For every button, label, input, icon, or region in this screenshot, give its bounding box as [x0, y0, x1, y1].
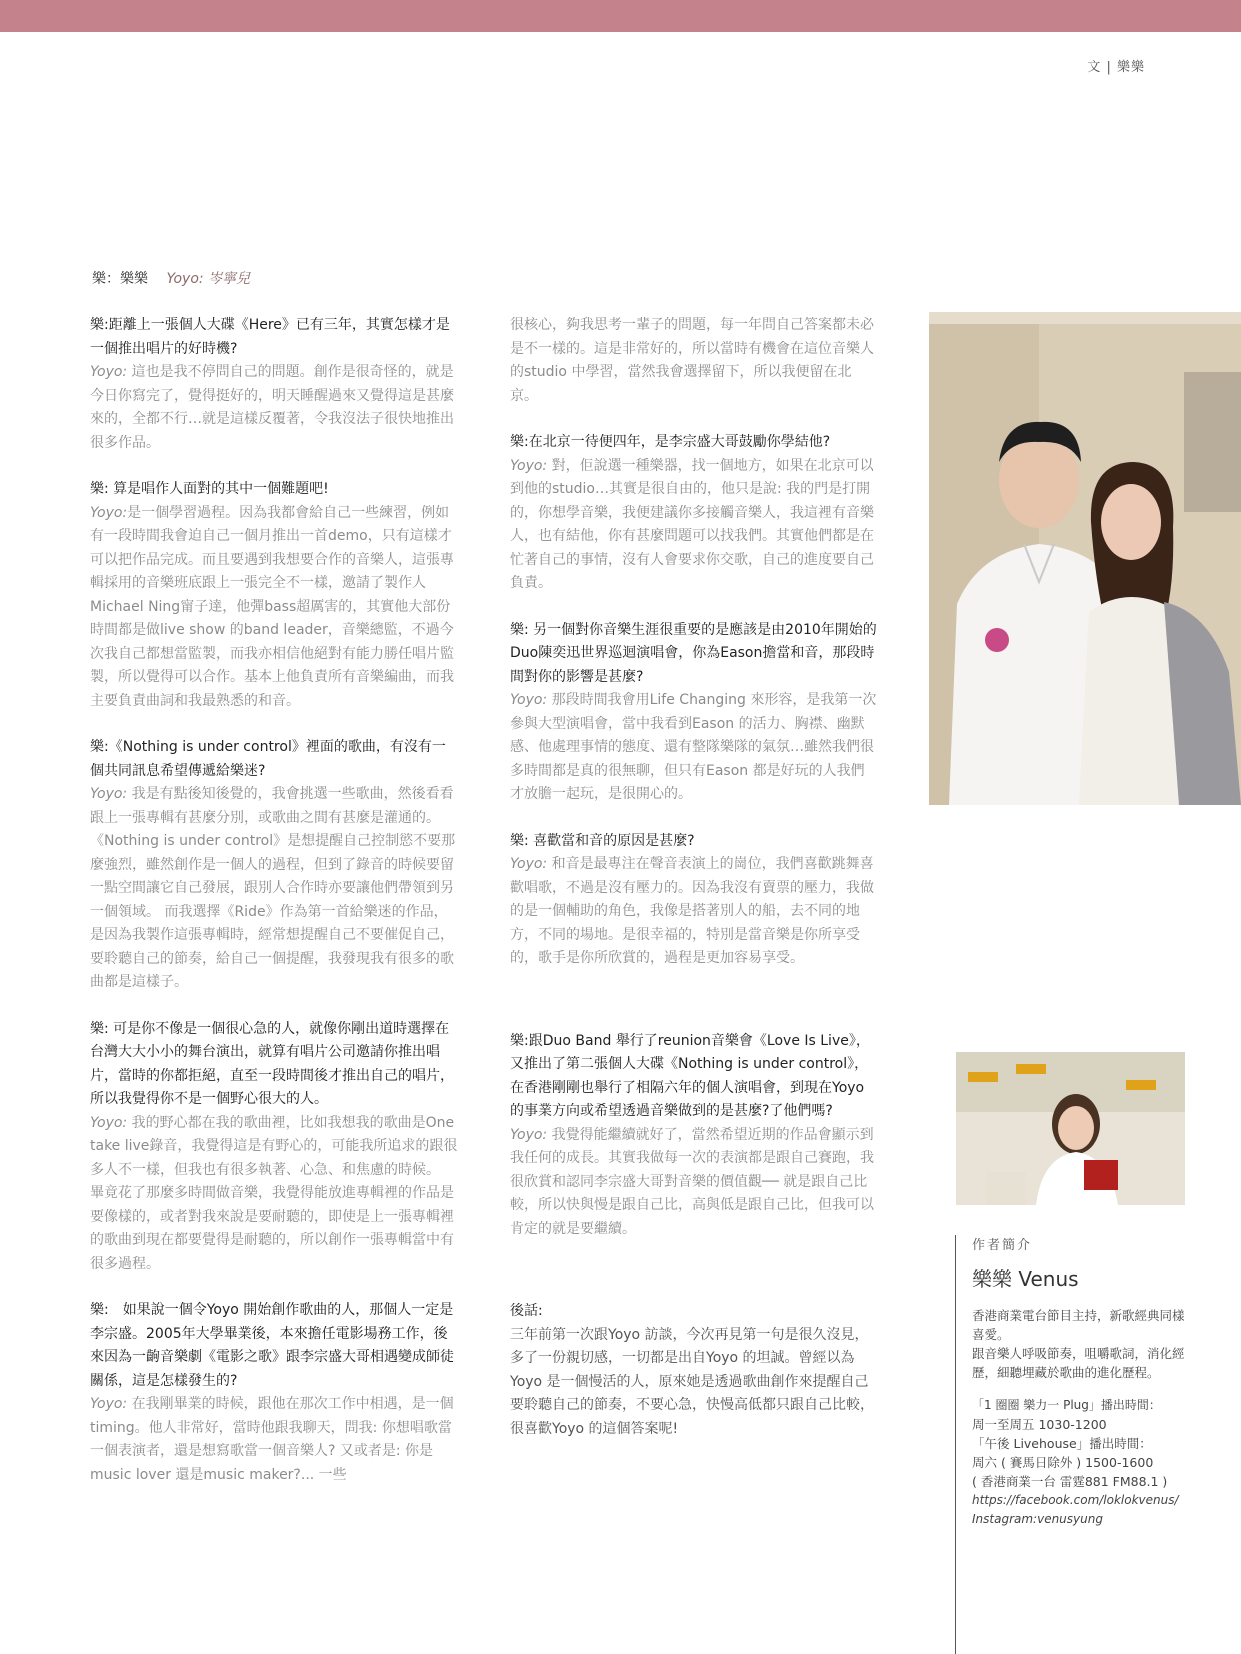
qa-block [510, 830, 878, 971]
qa-block [90, 1299, 458, 1487]
schedule-2-time: 周六 ( 賽馬日除外 ) 1500-1600 [972, 1455, 1154, 1470]
answer-label: Yoyo: [510, 1126, 548, 1143]
qa-block [90, 478, 458, 713]
author-heading: 作者簡介 [972, 1238, 1033, 1253]
speaker-legend [92, 268, 250, 288]
answer-label: Yoyo: [90, 504, 128, 521]
answer [510, 853, 878, 971]
schedule-1-time: 周一至周五 1030-1200 [972, 1417, 1107, 1432]
qa-block [90, 1018, 458, 1277]
facebook-link[interactable]: https://facebook.com/loklokvenus/ [972, 1493, 1179, 1507]
qa-block [90, 314, 458, 455]
answer [510, 455, 878, 596]
answer-text: 這也是我不停問自己的問題。創作是很奇怪的，就是今日你寫完了，覺得挺好的，明天睡醒過來又覺得這是甚麼來的，全都不行…就是這樣反覆著，令我沒法子很快地推出很多作品。 [90, 364, 454, 451]
answer [90, 783, 458, 995]
answer [90, 502, 458, 714]
answer-text: 和音是最專注在聲音表演上的崗位，我們喜歡跳舞喜歡唱歌，不過是沒有壓力的。因為我沒有賣票的壓力，我做的是一個輔助的角色，我像是搭著別人的船，去不同的地方，不同的場地。是很幸福的，特別是當音樂是你所享受的，歌手是你所欣賞的，過程是更加容易享受。 [510, 856, 874, 966]
instagram-link[interactable]: Instagram:venusyung [972, 1512, 1103, 1526]
afterword-text: 三年前第一次跟Yoyo 訪談，今次再見第一句是很久沒見，多了一份親切感，一切都是出自Yoyo 的坦誠。曾經以為Yoyo 是一個慢活的人，原來她是透過歌曲創作來提醒自己要聆聽自己的節奏，不要心急，快慢高低都只跟自己比較，很喜歡Yoyo 的這個答案呢! [510, 1326, 874, 1437]
answer [510, 1124, 878, 1242]
question: 樂:距離上一張個人大碟《Here》已有三年，其實怎樣才是一個推出唱片的好時機? [90, 317, 450, 357]
answer-label: Yoyo: [90, 1396, 128, 1412]
qa-block [510, 1030, 878, 1242]
answer-text: 我的野心都在我的歌曲裡，比如我想我的歌曲是One take live錄音，我覺得這是有野心的，可能我所追求的跟很多人不一樣，但我也有很多執著、心急、和焦慮的時候。 畢竟花了那麼多時間做音樂，我覺得能放進專輯裡的作品是要像樣的，或者對我來說是要耐聽的，即使是上一張專輯裡的歌曲到現在都要覺得是耐聽的，所以創作一張專輯當中有很多過程。 [90, 1114, 458, 1272]
answer-label: Yoyo: [90, 364, 128, 380]
interview-column-1 [90, 314, 458, 1510]
question: 樂: 喜歡當和音的原因是甚麼? [510, 832, 695, 849]
answer-text: 很核心，夠我思考一輩子的問題，每一年問自己答案都未必是不一樣的。這是非常好的，所以當時有機會在這位音樂人的studio 中學習，當然我會選擇留下，所以我便留在北京。 [510, 317, 874, 404]
guest-label: Yoyo: 岑寧兒 [166, 271, 251, 287]
answer [90, 1393, 458, 1487]
author-divider [955, 1235, 956, 1654]
answer [90, 361, 458, 455]
question: 樂: 如果說一個令Yoyo 開始創作歌曲的人，那個人一定是李宗盛。2005年大學畢業後，本來擔任電影場務工作，後來因為一齣音樂劇《電影之歌》跟李宗盛大哥相遇變成師徒關係，這是怎樣發生的? [90, 1302, 454, 1389]
author-bio [972, 1234, 1194, 1529]
answer [90, 1112, 458, 1277]
question: 樂:跟Duo Band 舉行了reunion音樂會《Love Is Live》，又推出了第二張個人大碟《Nothing is under control》，在香港剛剛也舉行了相隔六年的個人演唱會，到現在Yoyo 的事業方向或希望透過音樂做到的是甚麼?了他們嗎? [510, 1032, 870, 1119]
answer-text: 對，佢說選一種樂器，找一個地方，如果在北京可以到他的studio…其實是很自由的，他只是說: 我的門是打開的，你想學音樂，我便建議你多接觸音樂人，我這裡有音樂人，也有結他，你有甚麼問題可以找我們。其實他們都是在忙著自己的事情，沒有人會要求你交歌，自己的進度要自己負責。 [510, 457, 874, 591]
answer-label: Yoyo: [90, 786, 128, 802]
author-name: 樂樂 Venus [972, 1267, 1079, 1291]
interview-column-2 [510, 314, 878, 1441]
answer [510, 689, 878, 807]
question: 樂: 可是你不像是一個很心急的人，就像你剛出道時選擇在台灣大大小小的舞台演出，就算有唱片公司邀請你推出唱片，當時的你都拒絕，直至一段時間後才推出自己的唱片，所以我覺得你不是一個野心很大的人。 [90, 1020, 454, 1107]
byline: 文 | 樂樂 [1087, 60, 1145, 75]
answer-text: 在我剛畢業的時候，跟他在那次工作中相遇，是一個timing。他人非常好，當時他跟我聊天，問我: 你想唱歌當一個表演者，還是想寫歌當一個音樂人? 又或者是: 你是music lover 還是music maker?... 一些 [90, 1396, 454, 1483]
qa-block [510, 431, 878, 596]
author-desc-1: 香港商業電台節目主持，新歌經典同樣喜愛。 [972, 1308, 1185, 1342]
qa-block [510, 314, 878, 408]
top-color-bar [0, 0, 1241, 32]
answer-text: 是一個學習過程。因為我都會給自己一些練習，例如有一段時間我會迫自己一個月推出一首demo，只有這樣才可以把作品完成。而且要遇到我想要合作的音樂人，這張專輯採用的音樂班底跟上一張完全不一樣，邀請了製作人Michael Ning甯子達，他彈bass超厲害的，其實他大部份時間都是做live show 的band leader，音樂總監，不過今次我自己都想當監製，而我亦相信他絕對有能力勝任唱片監製，所以覺得可以合作。基本上他負責所有音樂編曲，而我主要負責曲詞和我最熟悉的和音。 [90, 504, 454, 709]
station-info: ( 香港商業一台 雷霆881 FM88.1 ) [972, 1474, 1168, 1489]
schedule-1-title: 「1 圈圈 樂力一 Plug」播出時間： [972, 1398, 1161, 1412]
answer [510, 314, 878, 408]
schedule-2-title: 「午後 Livehouse」播出時間： [972, 1436, 1152, 1451]
author-photo-illustration [956, 1052, 1185, 1205]
afterword-heading: 後話: [510, 1303, 543, 1319]
author-photo [956, 1052, 1185, 1205]
afterword [510, 1300, 878, 1441]
answer-label: Yoyo: [510, 856, 548, 872]
qa-block [90, 736, 458, 995]
answer-text: 我覺得能繼續就好了，當然希望近期的作品會顯示到我任何的成長。其實我做每一次的表演都是跟自己賽跑，我很欣賞和認同李宗盛大哥對音樂的價值觀── 就是跟自己比較，所以快與慢是跟自己比，高與低是跟自己比，但我可以肯定的就是要繼續。 [510, 1126, 874, 1237]
author-desc-2: 跟音樂人呼吸節奏，咀嚼歌詞，消化經歷，細聽埋藏於歌曲的進化歷程。 [972, 1346, 1185, 1380]
question: 樂:在北京一待便四年，是李宗盛大哥鼓勵你學結他? [510, 434, 831, 450]
answer-label: Yoyo: [510, 457, 548, 474]
answer-text: 我是有點後知後覺的，我會挑選一些歌曲，然後看看跟上一張專輯有甚麼分別，或歌曲之間有甚麼是灌通的。《Nothing is under control》是想提醒自己控制慾不要那麼強烈，雖然創作是一個人的過程，但到了錄音的時候要留一點空間讓它自己發展，跟別人合作時亦要讓他們帶領到另一個領域。 而我選擇《Ride》作為第一首給樂迷的作品，是因為我製作這張專輯時，經常想提醒自己不要催促自己，要聆聽自己的節奏，給自己一個提醒，我發現我有很多的歌曲都是這樣子。 [90, 786, 456, 990]
host-label: 樂：樂樂 [92, 271, 148, 287]
qa-block [510, 619, 878, 807]
answer-text: 那段時間我會用Life Changing 來形容，是我第一次參與大型演唱會，當中我看到Eason 的活力、胸襟、幽默感、他處理事情的態度、還有整隊樂隊的氣氛…雖然我們很多時間都是真的很無聊，但只有Eason 都是好玩的人我們才放膽一起玩，是很開心的。 [510, 692, 877, 802]
answer-label: Yoyo: [90, 1114, 128, 1131]
question: 樂: 算是唱作人面對的其中一個難題吧! [90, 481, 329, 497]
question: 樂: 另一個對你音樂生涯很重要的是應該是由2010年開始的Duo陳奕迅世界巡迴演唱會，你為Eason擔當和音，那段時間對你的影響是甚麼? [510, 621, 877, 685]
interview-photo [929, 312, 1241, 805]
answer-label: Yoyo: [510, 692, 548, 708]
question: 樂:《Nothing is under control》裡面的歌曲，有沒有一個共同訊息希望傳遞給樂迷? [90, 739, 446, 779]
interview-photo-illustration [929, 312, 1241, 805]
